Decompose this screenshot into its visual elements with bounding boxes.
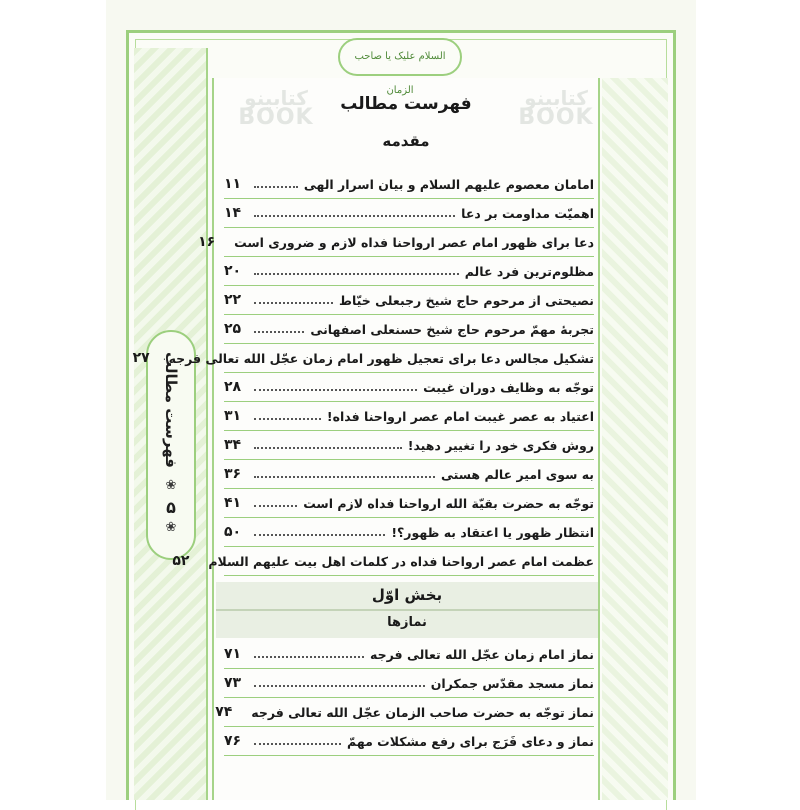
section-toc-list xyxy=(215,640,594,756)
toc-entry xyxy=(224,257,594,286)
toc-entry xyxy=(224,640,594,669)
toc-entry-page: ۵۲ xyxy=(172,553,190,569)
toc-entry-title: تجربهٔ مهمّ مرحوم حاج شیخ حسنعلی اصفهانی xyxy=(310,321,594,337)
toc-entry xyxy=(224,727,594,756)
toc-entry xyxy=(215,698,594,727)
toc-leader-dots xyxy=(254,273,459,275)
toc-entry xyxy=(224,460,594,489)
toc-entry-title: به سوی امیر عالم هستی xyxy=(440,466,594,482)
toc-entry-title: مظلوم‌ترین فرد عالم xyxy=(464,263,594,279)
toc-entry xyxy=(224,669,594,698)
toc-entry-page: ۷۳ xyxy=(224,675,242,691)
toc-entry-title: نماز مسجد مقدّس جمکران xyxy=(430,675,594,691)
watermark-en: BOOK xyxy=(518,105,594,130)
toc-leader-dots xyxy=(254,302,333,304)
toc-leader-dots xyxy=(254,215,455,217)
toc-entry-page: ۷۱ xyxy=(224,646,242,662)
toc-entry-page: ۷۶ xyxy=(224,733,242,749)
toc-entry-page: ۳۴ xyxy=(224,437,242,453)
watermark-en: BOOK xyxy=(238,105,314,130)
toc-entry-title: توجّه به حضرت بقیّة الله ارواحنا فداه لازم است xyxy=(303,495,594,511)
toc-entry-title: نصیحتی از مرحوم حاج شیخ رجبعلی خیّاط xyxy=(339,292,594,308)
toc-entry-page: ۱۴ xyxy=(224,205,242,221)
watermark-fa: کتابینو xyxy=(244,86,308,110)
toc-entry-page: ۳۶ xyxy=(224,466,242,482)
toc-entry xyxy=(132,344,594,373)
toc-entry xyxy=(224,431,594,460)
side-page-number: ۵ xyxy=(166,498,176,517)
toc-entry-page: ۵۰ xyxy=(224,524,242,540)
intro-heading: مقدمه xyxy=(382,132,430,150)
toc-entry-title: نماز امام زمان عجّل الله تعالی فرجه xyxy=(370,646,594,662)
toc-entry xyxy=(224,489,594,518)
toc-entry xyxy=(224,170,594,199)
toc-leader-dots xyxy=(254,389,417,391)
side-title: فهرست مطالب xyxy=(162,352,180,468)
toc-entry-title: انتظار ظهور یا اعتقاد به ظهور؟! xyxy=(391,524,594,540)
toc-leader-dots xyxy=(254,505,297,507)
toc-leader-dots xyxy=(254,656,364,658)
toc-entry xyxy=(224,373,594,402)
toc-entry-page: ۱۶ xyxy=(198,234,216,250)
toc-entry-title: عظمت امام عصر ارواحنا فداه در کلمات اهل بیت علیهم السلام xyxy=(208,553,594,569)
toc-entry xyxy=(224,315,594,344)
flower-ornament-icon: ❀ xyxy=(165,520,177,535)
toc-entry xyxy=(198,228,594,257)
toc-leader-dots xyxy=(254,685,425,687)
toc-entry-title: نماز و دعای فَرَج برای رفع مشکلات مهمّ xyxy=(347,733,594,749)
toc-entry xyxy=(224,402,594,431)
toc-entry-title: دعا برای ظهور امام عصر ارواحنا فداه لازم و ضروری است xyxy=(234,234,594,250)
toc-entry-page: ۴۱ xyxy=(224,495,242,511)
toc-entry xyxy=(172,547,594,576)
toc-entry xyxy=(224,286,594,315)
toc-leader-dots xyxy=(254,447,402,449)
toc-entry-title: اعتیاد به عصر غیبت امام عصر ارواحنا فداه! xyxy=(326,408,594,424)
toc-entry-page: ۳۱ xyxy=(224,408,242,424)
toc-entry-title: نماز توجّه به حضرت صاحب الزمان عجّل الله تعالی فرجه xyxy=(251,704,594,720)
toc-entry-title: تشکیل مجالس دعا برای تعجیل ظهور امام زمان عجّل الله تعالی فرجه xyxy=(168,350,594,366)
toc-entry-title: روش فکری خود را تغییر دهید! xyxy=(407,437,594,453)
toc-entry-page: ۲۵ xyxy=(224,321,242,337)
section-subtitle: نمازها xyxy=(387,615,427,630)
toc-entry-title: توجّه به وظایف دوران غیبت xyxy=(423,379,594,395)
section-title: بخش اوّل xyxy=(371,586,443,604)
toc-leader-dots xyxy=(254,743,341,745)
right-ornament-band xyxy=(602,78,668,800)
toc-leader-dots xyxy=(254,418,321,420)
flower-ornament-icon: ❀ xyxy=(165,478,177,493)
toc-entry-page: ۱۱ xyxy=(224,176,242,192)
toc-entry-page: ۲۷ xyxy=(132,350,150,366)
toc-entry xyxy=(224,199,594,228)
toc-entry-page: ۷۴ xyxy=(215,704,233,720)
toc-entry-page: ۲۸ xyxy=(224,379,242,395)
toc-leader-dots xyxy=(254,331,304,333)
page-title: فهرست مطالب xyxy=(340,94,472,114)
toc-leader-dots xyxy=(254,476,435,478)
toc-entry xyxy=(224,518,594,547)
toc-entry-title: اهمیّت مداومت بر دعا xyxy=(461,205,594,221)
toc-leader-dots xyxy=(254,534,385,536)
toc-leader-dots xyxy=(254,186,298,188)
toc-entry-title: امامان معصوم علیهم السلام و بیان اسرار الهی xyxy=(303,176,594,192)
toc-entry-page: ۲۰ xyxy=(224,263,242,279)
header-banner: السلام علیک یا صاحب الزمان xyxy=(338,38,462,76)
watermark-fa: کتابینو xyxy=(524,86,588,110)
toc-entry-page: ۲۲ xyxy=(224,292,242,308)
